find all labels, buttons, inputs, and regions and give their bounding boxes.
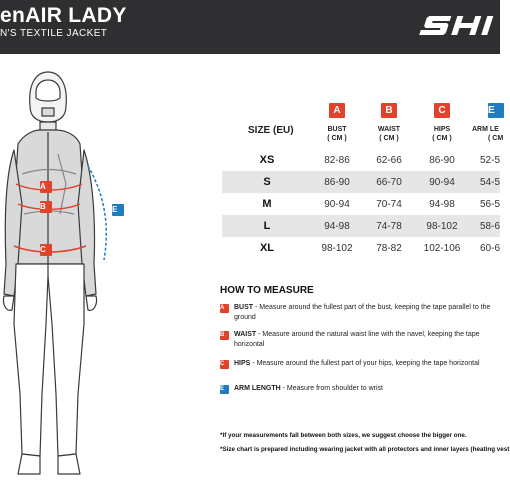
column-name: WAIST — [377, 126, 401, 133]
instruction-label: ARM LENGTH — [234, 385, 281, 392]
column-name: ARM LE — [472, 126, 499, 133]
brand-logo — [418, 14, 500, 41]
column-header-arm-length — [472, 100, 504, 143]
badge-c: C — [434, 103, 450, 118]
bust-value: 90-94 — [324, 199, 350, 210]
figure-badge-b: B — [40, 201, 52, 213]
hips-value: 94-98 — [429, 199, 455, 210]
arm-value: 58-6 — [480, 221, 501, 232]
badge-b: B — [220, 331, 229, 340]
waist-value: 70-74 — [376, 199, 402, 210]
note-size-chart: *Size chart is prepared including wearing jacket with all protectors and inner layers (heating vest — [220, 446, 510, 453]
column-header-waist — [364, 100, 414, 143]
instruction-text: - Measure from shoulder to wrist — [280, 385, 383, 392]
hips-value: 98-102 — [426, 221, 458, 232]
column-header-bust — [312, 100, 362, 143]
badge-e: E — [488, 103, 504, 118]
size-label: XL — [259, 242, 275, 254]
column-name: BUST — [327, 126, 347, 133]
header-bar — [0, 0, 500, 54]
table-row — [222, 149, 500, 171]
waist-value: 62-66 — [376, 155, 402, 166]
arm-value: 52-5 — [480, 155, 501, 166]
bust-value: 98-102 — [321, 243, 353, 254]
column-unit: ( CM ) — [432, 135, 452, 142]
waist-value: 74-78 — [376, 221, 402, 232]
size-label: XS — [259, 154, 275, 166]
size-column-header: SIZE (EU) — [248, 125, 294, 136]
instruction-text: - Measure around the natural waist line with the navel, keeping the tape horizontal — [234, 331, 480, 348]
arm-value: 60-6 — [480, 243, 501, 254]
table-row — [222, 237, 500, 259]
how-to-measure-title: HOW TO MEASURE — [220, 285, 314, 296]
arm-value: 56-5 — [480, 199, 501, 210]
size-label: L — [263, 220, 271, 232]
figure-badge-e: E — [112, 204, 124, 216]
bust-value: 86-90 — [324, 177, 350, 188]
instruction-bust — [220, 303, 500, 323]
badge-c: C — [220, 360, 229, 369]
product-title: enAIR LADY — [0, 4, 127, 27]
figure-badge-a: A — [40, 181, 52, 193]
jacket-model-illustration — [0, 64, 150, 494]
waist-value: 78-82 — [376, 243, 402, 254]
instruction-label: BUST — [234, 304, 254, 311]
size-label: M — [262, 198, 272, 210]
bust-value: 94-98 — [324, 221, 350, 232]
instruction-text: - Measure around the fullest part of your hips, keeping the tape horizontal — [250, 360, 480, 367]
table-row — [222, 193, 500, 215]
column-unit: ( CM ) — [379, 135, 399, 142]
badge-e: E — [220, 385, 229, 394]
column-name: HIPS — [433, 126, 451, 133]
instruction-waist — [220, 330, 500, 350]
table-row — [222, 215, 500, 237]
arm-value: 54-5 — [480, 177, 501, 188]
hips-value: 90-94 — [429, 177, 455, 188]
column-unit: ( CM — [488, 135, 504, 142]
size-label: S — [263, 176, 271, 188]
figure-badge-c: C — [40, 244, 52, 256]
badge-b: B — [381, 103, 397, 118]
instruction-label: WAIST — [234, 331, 257, 338]
badge-a: A — [220, 304, 229, 313]
instruction-hips — [220, 359, 500, 369]
note-between-sizes: *If your measurements fall between both sizes, we suggest choose the bigger one. — [220, 432, 467, 439]
instruction-arm-length — [220, 384, 500, 394]
hips-value: 86-90 — [429, 155, 455, 166]
instruction-label: HIPS — [234, 360, 251, 367]
badge-a: A — [329, 103, 345, 118]
table-row — [222, 171, 500, 193]
waist-value: 66-70 — [376, 177, 402, 188]
hips-value: 102-106 — [423, 243, 461, 254]
column-unit: ( CM ) — [327, 135, 347, 142]
column-header-hips — [417, 100, 467, 143]
instruction-text: - Measure around the fullest part of the bust, keeping the tape parallel to the ground — [234, 304, 491, 321]
product-subtitle: N'S TEXTILE JACKET — [0, 28, 108, 39]
bust-value: 82-86 — [324, 155, 350, 166]
